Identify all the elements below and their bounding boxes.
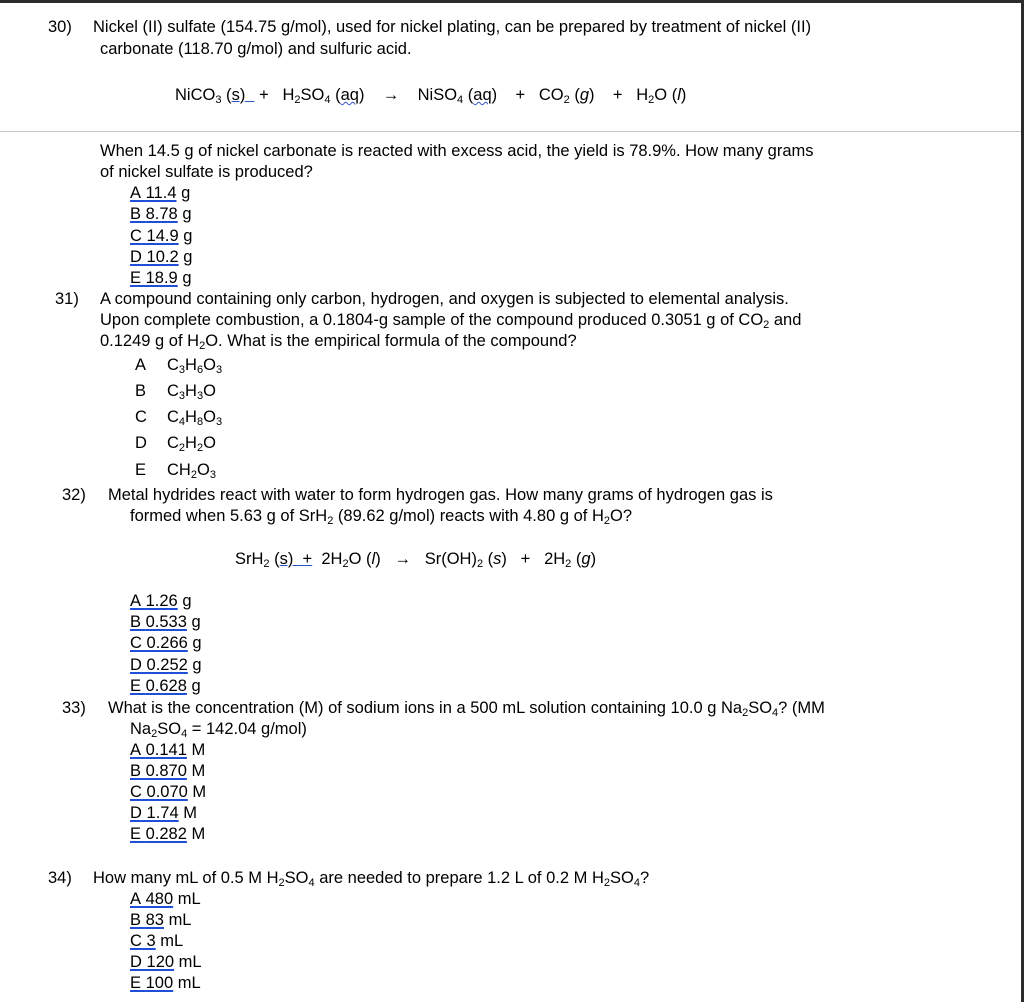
option-value: 1.26 — [145, 592, 178, 610]
q32-option-c[interactable] — [130, 633, 202, 653]
option-unit: M — [191, 825, 206, 843]
q30-followup-line-2: of nickel sulfate is produced? — [100, 163, 313, 181]
q32-option-e[interactable] — [130, 676, 201, 696]
q32-option-d[interactable] — [130, 655, 202, 675]
q32-number: 32) — [62, 486, 86, 504]
option-letter: B — [130, 762, 142, 780]
q32-eq-product-1: $Sr(OH)_2$ (s) — [424, 550, 507, 570]
option-value: 0.282 — [145, 825, 187, 843]
q30-followup-line-1: When 14.5 g of nickel carbonate is reacted with excess acid, the yield is 78.9%. How many grams — [100, 142, 814, 160]
option-value: 83 — [145, 911, 164, 929]
section-divider — [0, 131, 1021, 132]
q30-eq-gap — [245, 86, 254, 104]
q30-option-e[interactable] — [130, 268, 192, 288]
q32-eq-reactant-1: SrH$_2$ (s) + — [235, 550, 313, 570]
q30-eq-product-1: NiSO$_4$ (aq) — [417, 86, 498, 106]
option-unit: M — [191, 741, 206, 759]
option-unit: mL — [160, 932, 184, 950]
option-letter: C — [130, 783, 142, 801]
option-unit: mL — [177, 974, 201, 992]
option-unit: mL — [168, 911, 192, 929]
q34-text-line-1: How many mL of 0.5 M $H_2SO_4$ are needed to prepare 1.2 L of 0.2 M $H_2SO_4$? — [93, 869, 650, 889]
q31-option-a-formula[interactable]: $C_3H_6O_3$ — [167, 356, 223, 376]
option-unit: mL — [177, 890, 201, 908]
option-unit: M — [191, 762, 206, 780]
q33-option-a[interactable] — [130, 740, 205, 760]
q31-number: 31) — [55, 290, 79, 308]
option-value: 120 — [146, 953, 175, 971]
option-unit: g — [182, 205, 192, 223]
q31-option-d-formula[interactable]: $C_2H_2O$ — [167, 434, 216, 454]
q30-option-c[interactable] — [130, 226, 192, 246]
option-letter: A — [130, 592, 142, 610]
option-unit: g — [181, 184, 191, 202]
q31-option-d-letter[interactable]: D — [135, 434, 147, 452]
q34-option-c[interactable] — [130, 931, 183, 951]
q34-option-e[interactable] — [130, 973, 201, 993]
option-letter: D — [130, 804, 142, 822]
q30-number: 30) — [48, 18, 72, 36]
q30-text-line-2: carbonate (118.70 g/mol) and sulfuric acid. — [100, 40, 412, 58]
option-unit: M — [183, 804, 197, 822]
option-value: 0.070 — [146, 783, 188, 801]
option-value: 480 — [145, 890, 174, 908]
option-unit: mL — [178, 953, 202, 971]
option-letter: A — [130, 184, 142, 202]
q30-eq-reactant-2: $H_2SO_4$ (aq) — [282, 86, 365, 106]
option-unit: g — [191, 677, 201, 695]
option-value: 0.141 — [145, 741, 187, 759]
q34-number: 34) — [48, 869, 72, 887]
q30-text-line-1: Nickel (II) sulfate (154.75 g/mol), used for nickel plating, can be prepared by treatment of nickel (II) — [93, 18, 812, 36]
q32-text-line-1: Metal hydrides react with water to form hydrogen gas. How many grams of hydrogen gas is — [108, 486, 773, 504]
q32-eq-product-2: $2H_2$ (g) — [544, 550, 597, 570]
option-value: 0.252 — [146, 656, 188, 674]
q32-eq-reactant-2: $2H_2O$ (l) — [321, 550, 381, 570]
option-letter: E — [130, 825, 142, 843]
option-letter: A — [130, 741, 142, 759]
option-unit: g — [182, 592, 192, 610]
q30-equation: NiCO$_3$ $(s) + H_2SO_4$ (aq) → NiSO$_4$ (aq) + $CO_2$ (g) + $H_2O$ (l) — [175, 86, 687, 106]
option-letter: E — [130, 269, 142, 287]
q30-eq-reactant-1: NiCO$_3$ (s) — [175, 86, 246, 106]
option-letter: C — [130, 227, 142, 245]
q34-option-a[interactable] — [130, 889, 201, 909]
option-unit: g — [191, 613, 201, 631]
option-letter: C — [130, 634, 142, 652]
option-letter: C — [130, 932, 142, 950]
q31-option-e-letter[interactable]: E — [135, 461, 147, 479]
option-letter: B — [130, 205, 142, 223]
option-letter: E — [130, 677, 142, 695]
option-letter: B — [130, 911, 142, 929]
q33-text-line-2: $Na_2SO_4 = 142.04$ g/mol) — [130, 720, 307, 740]
q31-option-e-formula[interactable]: $CH_2O_3$ — [167, 461, 216, 481]
option-unit: g — [182, 269, 192, 287]
q33-number: 33) — [62, 699, 86, 717]
option-letter: E — [130, 974, 142, 992]
option-value: 0.628 — [145, 677, 187, 695]
q32-equation: SrH$_2$ $(s) + 2H_2O$ $(l) \to Sr(OH)_2$ $(s) + 2H_2$ (g) — [235, 550, 597, 570]
option-unit: g — [183, 227, 193, 245]
option-unit: M — [192, 783, 207, 801]
q33-option-e[interactable] — [130, 824, 205, 844]
q32-option-b[interactable] — [130, 612, 201, 632]
q33-option-d[interactable] — [130, 803, 197, 823]
q31-text-line-1: A compound containing only carbon, hydrogen, and oxygen is subjected to elemental analysis. — [100, 290, 789, 308]
option-letter: D — [130, 248, 142, 266]
option-value: 0.870 — [145, 762, 187, 780]
q34-option-b[interactable] — [130, 910, 191, 930]
option-letter: D — [130, 953, 142, 971]
q31-text-line-3: 0.1249 g of $H_2O$. What is the empirical formula of the compound? — [100, 332, 577, 352]
option-unit: g — [183, 248, 193, 266]
option-unit: g — [192, 656, 202, 674]
q34-option-d[interactable] — [130, 952, 202, 972]
q30-eq-product-2: $CO_2$ (g) — [538, 86, 595, 106]
q32-option-a[interactable] — [130, 591, 192, 611]
option-letter: A — [130, 890, 142, 908]
option-value: 0.266 — [146, 634, 188, 652]
q31-option-a-letter[interactable]: A — [135, 356, 147, 374]
option-value: 14.9 — [146, 227, 179, 245]
q31-option-b-letter[interactable]: B — [135, 382, 147, 400]
option-value: 0.533 — [145, 613, 187, 631]
q33-option-b[interactable] — [130, 761, 205, 781]
q31-option-b-formula[interactable]: $C_3H_3O$ — [167, 382, 216, 402]
window-top-border — [0, 0, 1024, 3]
q30-eq-product-3: $H_2O$ (l) — [636, 86, 687, 106]
q30-option-b[interactable] — [130, 204, 192, 224]
q33-option-c[interactable] — [130, 782, 206, 802]
q31-option-c-letter[interactable]: C — [135, 408, 147, 426]
option-value: 100 — [145, 974, 174, 992]
option-letter: B — [130, 613, 142, 631]
q31-option-c-formula[interactable]: $C_4H_8O_3$ — [167, 408, 223, 428]
option-value: 8.78 — [145, 205, 178, 223]
option-value: 1.74 — [146, 804, 179, 822]
q33-text-line-1: What is the concentration (M) of sodium ions in a 500 mL solution containing 10.0 g $Na_2SO_4$? (MM — [108, 699, 825, 719]
option-value: 10.2 — [146, 248, 179, 266]
option-value: 3 — [146, 932, 156, 950]
q32-text-line-2: formed when 5.63 g of SrH$_2$ (89.62 g/mol) reacts with 4.80 g of $H_2O$? — [130, 507, 632, 527]
q30-option-d[interactable] — [130, 247, 192, 267]
option-unit: g — [192, 634, 202, 652]
option-letter: D — [130, 656, 142, 674]
q31-text-line-2: Upon complete combustion, a 0.1804-g sample of the compound produced 0.3051 g of $CO_2$ and — [100, 311, 802, 331]
q30-option-a[interactable] — [130, 183, 190, 203]
option-value: 18.9 — [145, 269, 178, 287]
option-value: 11.4 — [145, 184, 177, 202]
